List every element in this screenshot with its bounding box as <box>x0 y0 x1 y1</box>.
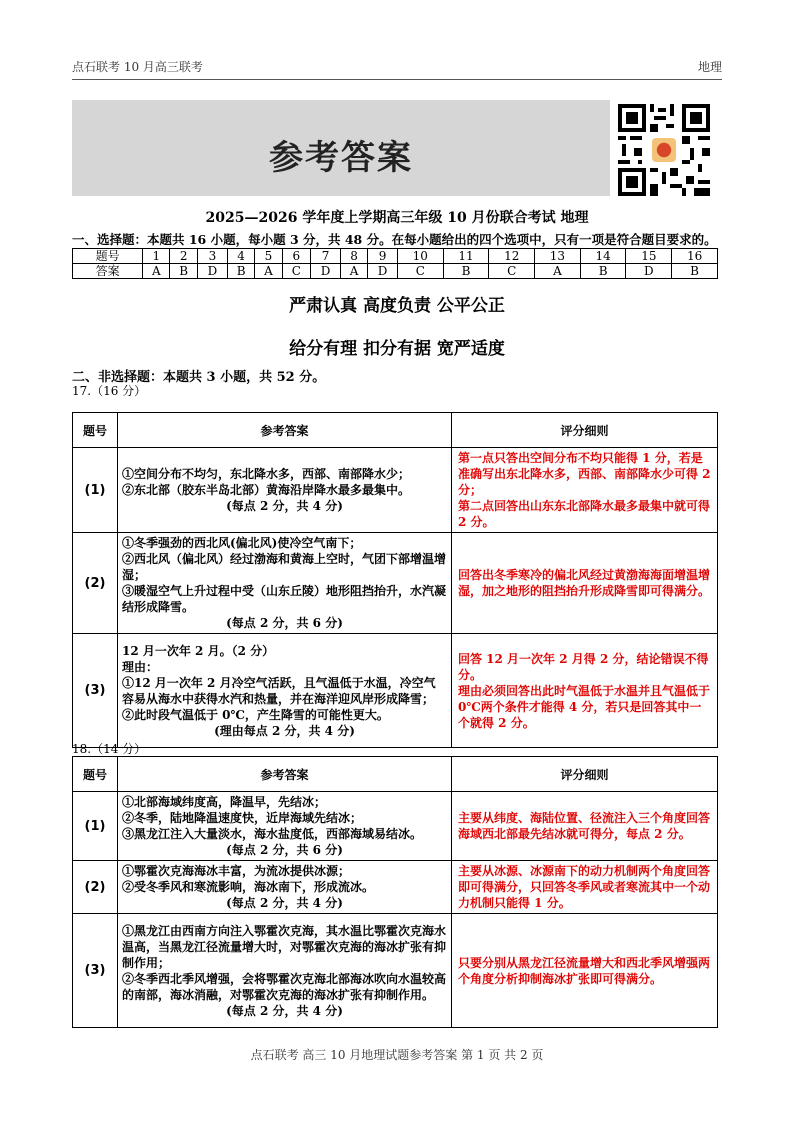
criteria-line: 主要从纬度、海陆位置、径流注入三个角度回答海域西北部最先结冰就可得分，每点 2 分。 <box>458 811 711 841</box>
page-footer: 点石联考 高三 10 月地理试题参考答案 第 1 页 共 2 页 <box>250 1048 544 1062</box>
answer-line: ①黑龙江由西南方向注入鄂霍次克海，其水温比鄂霍次克海水温高，当黑龙江径流量增大时，对鄂霍次克海的海冰扩张有抑制作用； <box>122 923 447 970</box>
mc-answer: D <box>626 264 672 279</box>
mc-answer: D <box>368 264 398 279</box>
mc-answer: B <box>227 264 255 279</box>
answer-line: ①北部海域纬度高，降温早，先结冰； <box>122 795 327 809</box>
mc-number: 6 <box>282 249 311 264</box>
answer-line: ②此时段气温低于 0℃，产生降雪的可能性更大。 <box>122 707 389 722</box>
q17-answer-table <box>72 412 718 748</box>
answer-line: ②受冬季风和寒流影响，海冰南下，形成流冰。 <box>122 880 375 894</box>
criteria-line: 只要分别从黑龙江径流量增大和西北季风增强两个角度分析抑制海冰扩张即可得满分。 <box>458 955 711 986</box>
question-no: (1) <box>73 792 118 861</box>
answer-line: ②东北部（胶东半岛北部）黄海沿岸降水最多最集中。 <box>122 483 411 497</box>
answer-line: ③黑龙江注入大量淡水，海水盐度低，西部海域易结冰。 <box>122 827 423 841</box>
answer-banner <box>72 100 610 196</box>
answer-line: ②西北风（偏北风）经过渤海和黄海上空时，气团下部增温增湿； <box>122 552 447 582</box>
mc-answer: B <box>443 264 489 279</box>
mc-answer: C <box>282 264 311 279</box>
score-note: (每点 2 分，共 6 分) <box>226 616 343 630</box>
answer-line: ①鄂霍次克海海冰丰富，为流冰提供冰源； <box>122 864 351 878</box>
col-header-criteria: 评分细则 <box>452 757 718 792</box>
table-row <box>73 861 718 914</box>
col-header-answer: 参考答案 <box>118 757 452 792</box>
mc-number: 2 <box>170 249 198 264</box>
q18-answer-table <box>72 756 718 1028</box>
col-header-no: 题号 <box>73 413 118 448</box>
qr-code-icon <box>618 104 710 196</box>
criteria-line: 主要从冰源、冰源南下的动力机制两个角度回答即可得满分，只回答冬季风或者寒流其中一个动力机制只能得 1 分。 <box>458 864 711 910</box>
slogan-1: 严肃认真 高度负责 公平公正 <box>289 296 505 316</box>
mc-answer: C <box>397 264 443 279</box>
table-row <box>73 533 718 634</box>
criteria-cell <box>452 792 718 861</box>
question-no: (3) <box>73 634 118 748</box>
banner-title: 参考答案 <box>269 138 413 178</box>
answer-line: ③暖湿空气上升过程中受（山东丘陵）地形阻挡抬升，水汽凝结形成降雪。 <box>122 584 447 614</box>
multiple-choice-answer-table <box>72 248 718 279</box>
q17-label: 17.（16 分） <box>72 384 147 398</box>
criteria-line: 第一点只答出空间分布不均只能得 1 分，若是准确写出东北降水多，西部、南部降水少可得 2 分； <box>458 451 711 497</box>
answer-cell <box>118 914 452 1028</box>
answer-line: ②冬季西北季风增强，会将鄂霍次克海北部海冰吹向水温较高的南部，海冰消融，对鄂霍次克海的海冰扩张有抑制作用。 <box>122 971 447 1002</box>
header-subject: 地理 <box>697 60 722 74</box>
score-note: (理由每点 2 分，共 4 分) <box>214 723 355 738</box>
mc-number: 11 <box>443 249 489 264</box>
exam-title: 2025—2026 学年度上学期高三年级 10 月份联合考试 地理 <box>205 210 589 226</box>
answer-cell <box>118 634 452 748</box>
answer-line: ②冬季，陆地降温速度快，近岸海域先结冰； <box>122 811 363 825</box>
mc-answer: D <box>197 264 227 279</box>
answer-cell <box>118 861 452 914</box>
mc-number-row <box>73 249 718 264</box>
section1-heading: 一、选择题：本题共 16 小题，每小题 3 分，共 48 分。在每小题给出的四个选项中，只有一项是符合题目要求的。 <box>72 232 717 247</box>
mc-answer: D <box>311 264 341 279</box>
answer-line: 理由： <box>122 659 159 674</box>
page-header <box>72 58 722 80</box>
q17-header-row <box>73 413 718 448</box>
score-note: (每点 2 分，共 6 分) <box>226 843 343 857</box>
q18-label: 18.（14 分） <box>72 742 147 756</box>
question-no: (2) <box>73 533 118 634</box>
mc-number: 14 <box>580 249 626 264</box>
q18-header-row <box>73 757 718 792</box>
criteria-cell <box>452 861 718 914</box>
mc-number: 13 <box>535 249 581 264</box>
col-header-no: 题号 <box>73 757 118 792</box>
mc-number-label: 题号 <box>73 249 143 264</box>
answer-cell <box>118 792 452 861</box>
header-left: 点石联考 10 月高三联考 <box>72 60 203 74</box>
mc-answer-row <box>73 264 718 279</box>
criteria-line: 回答 12 月一次年 2 月得 2 分，结论错误不得分。 <box>458 651 709 682</box>
criteria-cell <box>452 533 718 634</box>
mc-answer: C <box>489 264 535 279</box>
table-row <box>73 792 718 861</box>
answer-cell <box>118 533 452 634</box>
mc-number: 12 <box>489 249 535 264</box>
answer-cell <box>118 448 452 533</box>
question-no: (3) <box>73 914 118 1028</box>
score-note: (每点 2 分，共 4 分) <box>226 896 343 910</box>
slogan-2: 给分有理 扣分有据 宽严适度 <box>289 339 505 359</box>
score-note: (每点 2 分，共 4 分) <box>226 499 343 513</box>
mc-number: 16 <box>672 249 718 264</box>
table-row <box>73 914 718 1028</box>
mc-number: 10 <box>397 249 443 264</box>
criteria-cell <box>452 448 718 533</box>
mc-number: 4 <box>227 249 255 264</box>
col-header-answer: 参考答案 <box>118 413 452 448</box>
mc-answer: B <box>672 264 718 279</box>
mc-answer: A <box>340 264 367 279</box>
answer-line: ①空间分布不均匀，东北降水多，西部、南部降水少； <box>122 467 411 481</box>
section2-heading: 二、非选择题：本题共 3 小题，共 52 分。 <box>72 370 326 385</box>
criteria-line: 回答出冬季寒冷的偏北风经过黄渤海海面增温增湿，加之地形的阻挡抬升形成降雪即可得满分。 <box>458 568 711 598</box>
mc-answer: B <box>580 264 626 279</box>
criteria-line: 第二点回答出山东东北部降水最多最集中就可得 2 分。 <box>458 499 711 529</box>
mc-answer: A <box>255 264 282 279</box>
mc-number: 9 <box>368 249 398 264</box>
criteria-cell <box>452 914 718 1028</box>
answer-line: ①12 月一次年 2 月冷空气活跃，且气温低于水温，冷空气容易从海水中获得水汽和热量，并在海洋迎风岸形成降雪； <box>122 675 436 706</box>
mc-number: 3 <box>197 249 227 264</box>
mc-answer-label: 答案 <box>73 264 143 279</box>
mc-number: 7 <box>311 249 341 264</box>
col-header-criteria: 评分细则 <box>452 413 718 448</box>
mc-answer: A <box>143 264 170 279</box>
criteria-line: 理由必须回答出此时气温低于水温并且气温低于 0℃两个条件才能得 4 分，若只是回答其中一个就得 2 分。 <box>458 683 711 730</box>
mc-number: 15 <box>626 249 672 264</box>
answer-line: ①冬季强劲的西北风(偏北风)使冷空气南下； <box>122 536 362 550</box>
mc-answer: B <box>170 264 198 279</box>
table-row <box>73 448 718 533</box>
mc-answer: A <box>535 264 581 279</box>
score-note: (每点 2 分，共 4 分) <box>226 1003 343 1018</box>
criteria-cell <box>452 634 718 748</box>
mc-number: 8 <box>340 249 367 264</box>
mc-number: 5 <box>255 249 282 264</box>
question-no: (1) <box>73 448 118 533</box>
mc-number: 1 <box>143 249 170 264</box>
question-no: (2) <box>73 861 118 914</box>
answer-line: 12 月一次年 2 月。（2 分） <box>122 643 275 658</box>
table-row <box>73 634 718 748</box>
